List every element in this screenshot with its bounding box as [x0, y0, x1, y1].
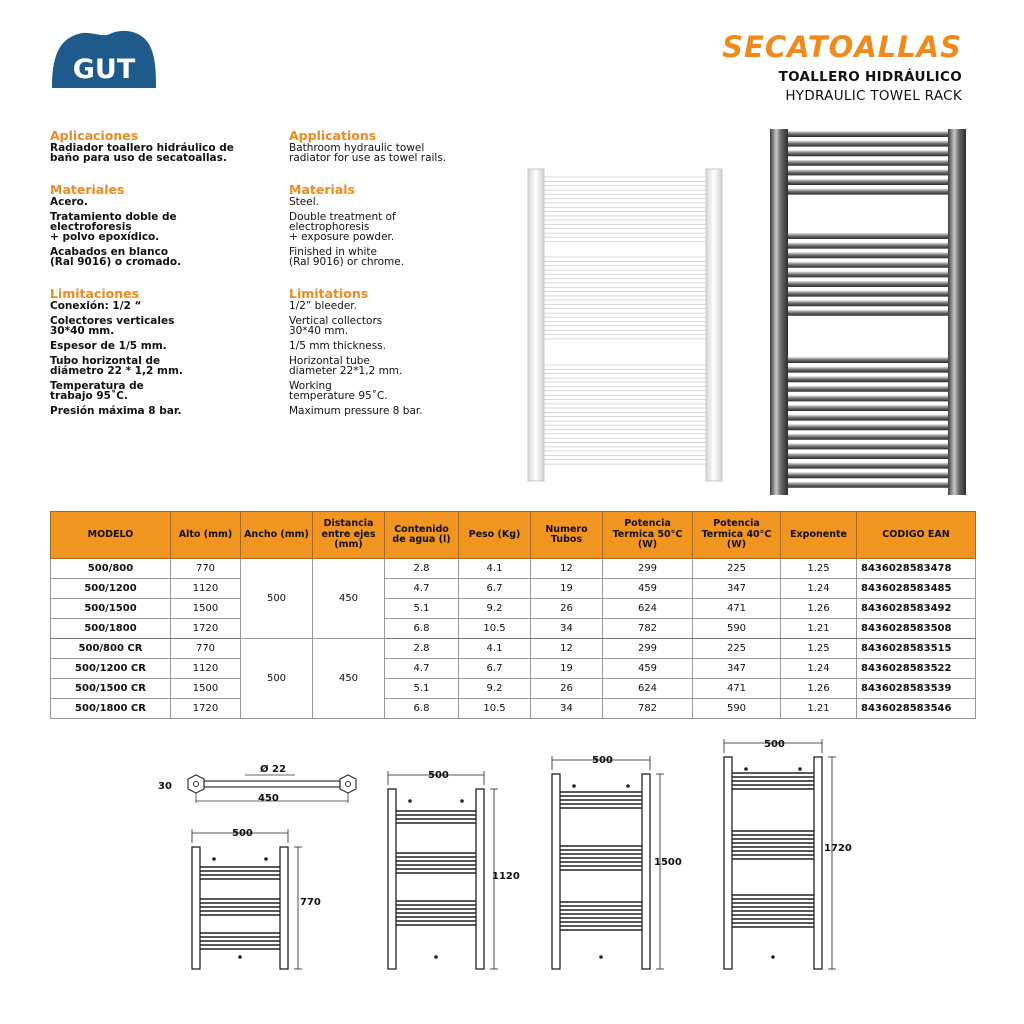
- table-cell: 500/1800: [51, 619, 171, 639]
- table-cell: 500: [241, 559, 313, 639]
- text-line: Colectores verticales: [50, 315, 175, 327]
- text-line: Maximum pressure 8 bar.: [289, 405, 423, 417]
- text-line: temperature 95˚C.: [289, 390, 388, 402]
- table-cell: 4.7: [385, 659, 459, 679]
- table-cell: 1120: [171, 659, 241, 679]
- table-cell: 8436028583539: [857, 679, 976, 699]
- table-cell: 450: [313, 559, 385, 639]
- table-cell: 1720: [171, 619, 241, 639]
- heading-aplicaciones: Aplicaciones: [50, 128, 139, 143]
- section-aplicaciones: [50, 128, 282, 163]
- text-line: electroforesis: [50, 221, 132, 233]
- tube-length-label: 450: [258, 793, 279, 804]
- chrome-radiator-photo: [760, 125, 975, 500]
- table-cell: 8436028583508: [857, 619, 976, 639]
- text-line: Bathroom hydraulic towel: [289, 142, 425, 154]
- table-cell: 299: [603, 639, 693, 659]
- heading-materiales: Materiales: [50, 182, 125, 197]
- table-cell: 4.7: [385, 579, 459, 599]
- table-cell: 1500: [171, 599, 241, 619]
- white-radiator-photo: [516, 165, 731, 485]
- table-cell: 1.21: [781, 619, 857, 639]
- table-cell: 770: [171, 639, 241, 659]
- col-header: Distancia entre ejes (mm): [313, 512, 385, 559]
- table-row: [51, 579, 976, 599]
- table-cell: 1120: [171, 579, 241, 599]
- table-cell: 500/1500: [51, 599, 171, 619]
- r1120-width-label: 500: [428, 770, 449, 781]
- col-header: Exponente: [781, 512, 857, 559]
- col-header: Alto (mm): [171, 512, 241, 559]
- text-line: 30*40 mm.: [50, 325, 115, 337]
- svg-text:GUT: GUT: [72, 54, 136, 85]
- text-line: Finished in white: [289, 246, 377, 258]
- r770-height-label: 770: [300, 897, 321, 908]
- table-row: [51, 659, 976, 679]
- table-cell: 500/1800 CR: [51, 699, 171, 719]
- table-cell: 26: [531, 679, 603, 699]
- table-cell: 459: [603, 659, 693, 679]
- heading-applications: Applications: [289, 128, 377, 143]
- table-cell: 500/1200: [51, 579, 171, 599]
- table-row: [51, 559, 976, 579]
- table-cell: 299: [603, 559, 693, 579]
- table-cell: 782: [603, 619, 693, 639]
- text-line: baño para uso de secatoallas.: [50, 152, 227, 164]
- r1120-height-label: 1120: [492, 871, 520, 882]
- product-table: [50, 511, 975, 719]
- table-cell: 8436028583515: [857, 639, 976, 659]
- table-cell: 471: [693, 679, 781, 699]
- table-cell: 1720: [171, 699, 241, 719]
- table-cell: 1.26: [781, 599, 857, 619]
- text-line: Acabados en blanco: [50, 246, 169, 258]
- text-line: radiator for use as towel rails.: [289, 152, 447, 164]
- table-cell: 6.8: [385, 699, 459, 719]
- table-cell: 2.8: [385, 559, 459, 579]
- table-cell: 1.21: [781, 699, 857, 719]
- heading-limitations: Limitations: [289, 286, 369, 301]
- table-cell: 8436028583522: [857, 659, 976, 679]
- table-cell: 500/800: [51, 559, 171, 579]
- text-line: + exposure powder.: [289, 231, 395, 243]
- r1500-height-label: 1500: [654, 857, 682, 868]
- table-cell: 9.2: [459, 679, 531, 699]
- table-cell: 1.25: [781, 639, 857, 659]
- r1720-width-label: 500: [764, 739, 785, 750]
- table-cell: 624: [603, 679, 693, 699]
- table-cell: 782: [603, 699, 693, 719]
- table-cell: 9.2: [459, 599, 531, 619]
- table-row: [51, 639, 976, 659]
- table-cell: 6.7: [459, 579, 531, 599]
- col-header: CODIGO EAN: [857, 512, 976, 559]
- section-materiales: [50, 182, 282, 267]
- table-cell: 12: [531, 559, 603, 579]
- table-cell: 590: [693, 699, 781, 719]
- text-line: 30*40 mm.: [289, 325, 349, 337]
- technical-drawings: [150, 735, 980, 995]
- section-materials: [289, 182, 514, 267]
- text-line: 1/5 mm thickness.: [289, 340, 386, 352]
- table-cell: 500: [241, 639, 313, 719]
- section-limitaciones: [50, 286, 282, 416]
- table-header-row: [51, 512, 976, 559]
- col-header: Peso (Kg): [459, 512, 531, 559]
- table-cell: 8436028583546: [857, 699, 976, 719]
- subtitle-en: HYDRAULIC TOWEL RACK: [785, 88, 962, 104]
- table-cell: 590: [693, 619, 781, 639]
- subtitle-es: TOALLERO HIDRÁULICO: [778, 69, 962, 85]
- col-header: Numero Tubos: [531, 512, 603, 559]
- table-cell: 471: [693, 599, 781, 619]
- table-cell: 624: [603, 599, 693, 619]
- text-line: Vertical collectors: [289, 315, 383, 327]
- col-header: Contenido de agua (l): [385, 512, 459, 559]
- text-line: Radiador toallero hidráulico de: [50, 142, 234, 154]
- text-line: (Ral 9016) or chrome.: [289, 256, 405, 268]
- section-applications: [289, 128, 514, 163]
- tube-diameter-label: Ø 22: [260, 764, 286, 775]
- r770-width-label: 500: [232, 828, 253, 839]
- page-title: SECATOALLAS: [722, 30, 962, 64]
- table-cell: 6.8: [385, 619, 459, 639]
- table-cell: 770: [171, 559, 241, 579]
- text-line: diameter 22*1,2 mm.: [289, 365, 403, 377]
- tube-drawing: [158, 763, 356, 804]
- text-line: Tubo horizontal de: [50, 355, 161, 367]
- table-cell: 500/800 CR: [51, 639, 171, 659]
- table-cell: 1.26: [781, 679, 857, 699]
- table-cell: 500/1200 CR: [51, 659, 171, 679]
- table-row: [51, 619, 976, 639]
- table-cell: 8436028583492: [857, 599, 976, 619]
- text-line: Horizontal tube: [289, 355, 370, 367]
- table-cell: 4.1: [459, 559, 531, 579]
- text-line: diámetro 22 * 1,2 mm.: [50, 365, 183, 377]
- table-cell: 2.8: [385, 639, 459, 659]
- table-cell: 8436028583485: [857, 579, 976, 599]
- table-cell: 5.1: [385, 599, 459, 619]
- table-cell: 34: [531, 699, 603, 719]
- table-row: [51, 599, 976, 619]
- table-cell: 225: [693, 559, 781, 579]
- r1720-height-label: 1720: [824, 843, 852, 854]
- col-header: MODELO: [51, 512, 171, 559]
- text-line: trabajo 95˚C.: [50, 390, 128, 402]
- table-cell: 500/1500 CR: [51, 679, 171, 699]
- text-line: 1/2” bleeder.: [289, 300, 357, 312]
- gut-logo: [50, 28, 158, 90]
- table-cell: 6.7: [459, 659, 531, 679]
- text-line: Working: [289, 380, 332, 392]
- heading-materials: Materials: [289, 182, 355, 197]
- text-line: Tratamiento doble de: [50, 211, 177, 223]
- table-cell: 10.5: [459, 699, 531, 719]
- table-row: [51, 699, 976, 719]
- table-cell: 225: [693, 639, 781, 659]
- table-row: [51, 679, 976, 699]
- table-cell: 459: [603, 579, 693, 599]
- table-cell: 347: [693, 579, 781, 599]
- text-line: electrophoresis: [289, 221, 370, 233]
- table-cell: 26: [531, 599, 603, 619]
- tube-offset-label: 30: [158, 781, 172, 792]
- table-cell: 1.24: [781, 579, 857, 599]
- table-cell: 8436028583478: [857, 559, 976, 579]
- text-line: (Ral 9016) o cromado.: [50, 256, 182, 268]
- col-header: Potencia Termica 40°C (W): [693, 512, 781, 559]
- heading-limitaciones: Limitaciones: [50, 286, 140, 301]
- table-cell: 347: [693, 659, 781, 679]
- table-cell: 5.1: [385, 679, 459, 699]
- text-line: Temperatura de: [50, 380, 144, 392]
- table-cell: 1.24: [781, 659, 857, 679]
- section-limitations: [289, 286, 514, 416]
- col-header: Potencia Termica 50°C (W): [603, 512, 693, 559]
- text-line: + polvo epoxídico.: [50, 231, 160, 243]
- text-line: Double treatment of: [289, 211, 396, 223]
- text-line: Espesor de 1/5 mm.: [50, 340, 167, 352]
- table-cell: 1.25: [781, 559, 857, 579]
- table-cell: 10.5: [459, 619, 531, 639]
- r1500-width-label: 500: [592, 755, 613, 766]
- table-cell: 19: [531, 659, 603, 679]
- table-cell: 12: [531, 639, 603, 659]
- table-cell: 34: [531, 619, 603, 639]
- text-line: Steel.: [289, 196, 319, 208]
- table-cell: 1500: [171, 679, 241, 699]
- text-line: Acero.: [50, 196, 88, 208]
- text-line: Presión máxima 8 bar.: [50, 405, 182, 417]
- text-line: Conexión: 1/2 “: [50, 300, 142, 312]
- col-header: Ancho (mm): [241, 512, 313, 559]
- table-cell: 19: [531, 579, 603, 599]
- table-cell: 4.1: [459, 639, 531, 659]
- table-cell: 450: [313, 639, 385, 719]
